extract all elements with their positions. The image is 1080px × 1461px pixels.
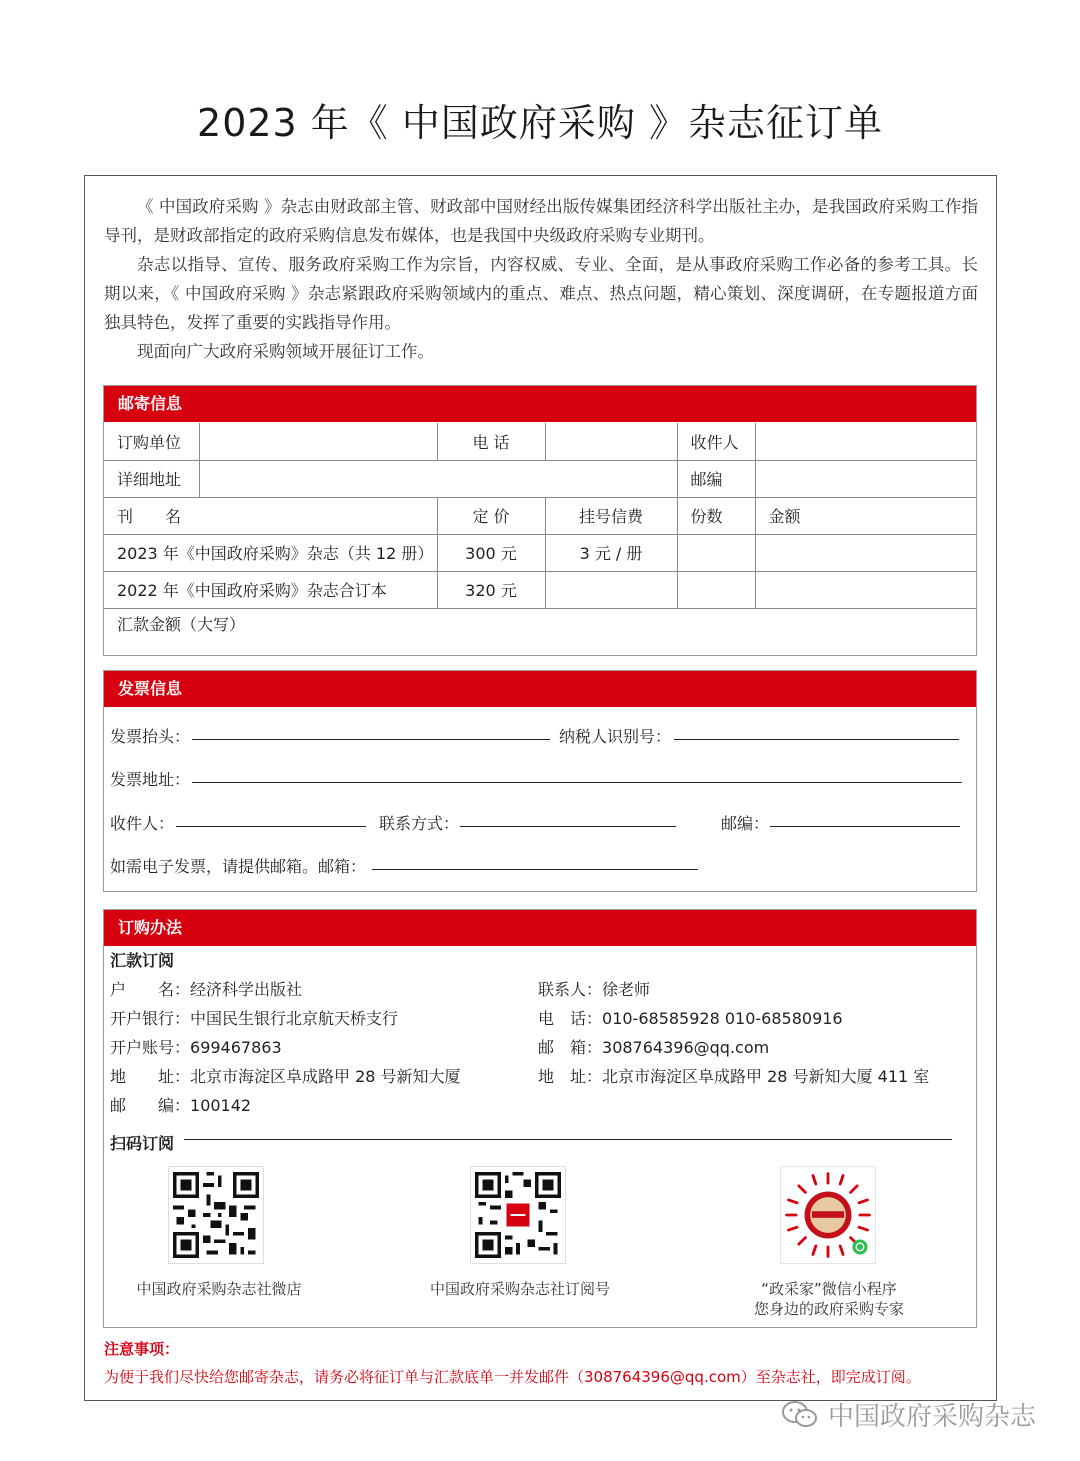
watermark-text: 中国政府采购杂志 — [828, 1402, 1037, 1432]
qr-code-icon — [470, 1166, 566, 1264]
address-field[interactable] — [199, 460, 677, 497]
recipient-field[interactable] — [755, 423, 976, 460]
info-row — [538, 1064, 929, 1087]
postage-2023: 3 元 / 册 — [545, 534, 677, 571]
table-row — [104, 534, 976, 571]
col-header-postage: 挂号信费 — [545, 497, 677, 534]
info-label: 户 名： — [110, 980, 191, 999]
phone-label: 电 话 — [437, 423, 545, 460]
item-2022: 2022 年《中国政府采购》杂志合订本 — [104, 571, 437, 608]
info-label: 地 址： — [110, 1067, 191, 1086]
mini-program-caption-1: “政采家”微信小程序 — [761, 1280, 897, 1298]
col-header-copies: 份数 — [677, 497, 755, 534]
intro-paragraph-2: 杂志以指导、宣传、服务政府采购工作为宗旨，内容权威、专业、全面，是从事政府采购工作必备的参考工具。长期以来，《 中国政府采购 》杂志紧跟政府采购领域内的重点、难点、热点问题，精心策划、深度调研，在专题报道方面独具特色，发挥了重要的实践指导作用。 — [104, 255, 978, 332]
scan-subscribe-title: 扫码订阅 — [110, 1134, 175, 1153]
info-label: 电 话： — [538, 1009, 603, 1028]
invoice-recipient-field[interactable] — [176, 826, 366, 827]
info-value: 699467863 — [190, 1038, 282, 1057]
info-label: 地 址： — [538, 1067, 603, 1086]
order-section — [103, 909, 977, 1328]
remit-subscribe-title: 汇款订阅 — [110, 951, 175, 970]
info-label: 邮 箱： — [538, 1038, 603, 1057]
recipient-label: 收件人 — [677, 423, 755, 460]
invoice-title-field[interactable] — [192, 739, 550, 740]
mini-program-caption-2: 您身边的政府采购专家 — [753, 1300, 904, 1318]
info-value: 北京市海淀区阜成路甲 28 号新知大厦 — [190, 1067, 461, 1086]
remit-amount-label: 汇款金额（大写） — [117, 615, 246, 634]
copies-2023-field[interactable] — [677, 534, 755, 571]
copies-2022-field[interactable] — [677, 571, 755, 608]
qr-caption-subscription: 中国政府采购杂志社订阅号 — [430, 1280, 611, 1298]
tax-id-label: 纳税人识别号： — [559, 727, 672, 746]
table-row — [104, 460, 976, 497]
info-row — [110, 977, 302, 1000]
info-row — [110, 1006, 398, 1029]
price-2022: 320 元 — [437, 571, 545, 608]
info-value: 100142 — [190, 1096, 252, 1115]
info-row — [538, 1006, 843, 1029]
table-row — [104, 571, 976, 608]
invoice-recipient-label: 收件人： — [110, 814, 175, 833]
invoice-title-label: 发票抬头： — [110, 727, 191, 746]
amount-2022-field[interactable] — [755, 571, 976, 608]
info-value: 中国民生银行北京航天桥支行 — [190, 1009, 399, 1028]
invoice-postcode-label: 邮编： — [721, 814, 770, 833]
info-row — [110, 1035, 282, 1058]
info-value: 北京市海淀区阜成路甲 28 号新知大厦 411 室 — [602, 1067, 930, 1086]
info-row — [538, 977, 650, 1000]
wechat-icon — [780, 1400, 820, 1430]
org-field[interactable] — [199, 423, 437, 460]
invoice-address-label: 发票地址： — [110, 770, 191, 789]
invoice-address-field[interactable] — [192, 782, 962, 783]
info-label: 开户账号： — [110, 1038, 191, 1057]
divider — [184, 1139, 952, 1140]
intro-paragraph-3: 现面向广大政府采购领域开展征订工作。 — [137, 342, 434, 361]
col-header-amount: 金额 — [755, 497, 976, 534]
page-title: 2023 年《 中国政府采购 》杂志征订单 — [197, 101, 883, 145]
col-header-price: 定 价 — [437, 497, 545, 534]
info-value: 经济科学出版社 — [190, 980, 303, 999]
item-2023: 2023 年《中国政府采购》杂志（共 12 册） — [104, 534, 437, 571]
watermark — [780, 1396, 1036, 1433]
tax-id-field[interactable] — [674, 739, 959, 740]
order-header: 订购办法 — [104, 910, 976, 946]
info-value: 徐老师 — [602, 980, 651, 999]
invoice-section — [103, 670, 977, 892]
info-value: 308764396@qq.com — [602, 1038, 770, 1057]
table-row — [104, 423, 976, 460]
info-label: 联系人： — [538, 980, 603, 999]
phone-field[interactable] — [545, 423, 677, 460]
org-label: 订购单位 — [104, 423, 199, 460]
email-field[interactable] — [372, 869, 698, 870]
amount-2023-field[interactable] — [755, 534, 976, 571]
mini-program-code-icon — [780, 1166, 876, 1264]
invoice-postcode-field[interactable] — [770, 826, 960, 827]
col-header-name: 刊 名 — [104, 497, 437, 534]
info-row — [538, 1035, 769, 1058]
notice-text: 为便于我们尽快给您邮寄杂志，请务必将征订单与汇款底单一并发邮件（308764396@qq.com）至杂志社，即完成订阅。 — [104, 1368, 921, 1386]
info-row — [110, 1093, 251, 1116]
qr-caption-weidian: 中国政府采购杂志社微店 — [136, 1280, 302, 1298]
mailing-table — [104, 423, 976, 609]
email-label: 如需电子发票，请提供邮箱。邮箱： — [110, 857, 367, 876]
postcode-label: 邮编 — [677, 460, 755, 497]
intro-text — [104, 192, 978, 366]
mailing-section — [103, 385, 977, 656]
contact-field[interactable] — [460, 826, 676, 827]
price-2023: 300 元 — [437, 534, 545, 571]
qr-code-icon — [168, 1166, 264, 1264]
info-label: 开户银行： — [110, 1009, 191, 1028]
address-label: 详细地址 — [104, 460, 199, 497]
notice-title: 注意事项： — [104, 1340, 180, 1358]
invoice-header: 发票信息 — [104, 671, 976, 707]
info-value: 010-68585928 010-68580916 — [602, 1009, 843, 1028]
mailing-header: 邮寄信息 — [104, 386, 976, 422]
info-label: 邮 编： — [110, 1096, 191, 1115]
table-row — [104, 497, 976, 534]
postage-2022 — [545, 571, 677, 608]
intro-paragraph-1: 《 中国政府采购 》杂志由财政部主管、财政部中国财经出版传媒集团经济科学出版社主办，是我国政府采购工作指导刊，是财政部指定的政府采购信息发布媒体，也是我国中央级政府采购专业期刊。 — [104, 197, 978, 245]
contact-label: 联系方式： — [379, 814, 460, 833]
info-row — [110, 1064, 461, 1087]
postcode-field[interactable] — [755, 460, 976, 497]
